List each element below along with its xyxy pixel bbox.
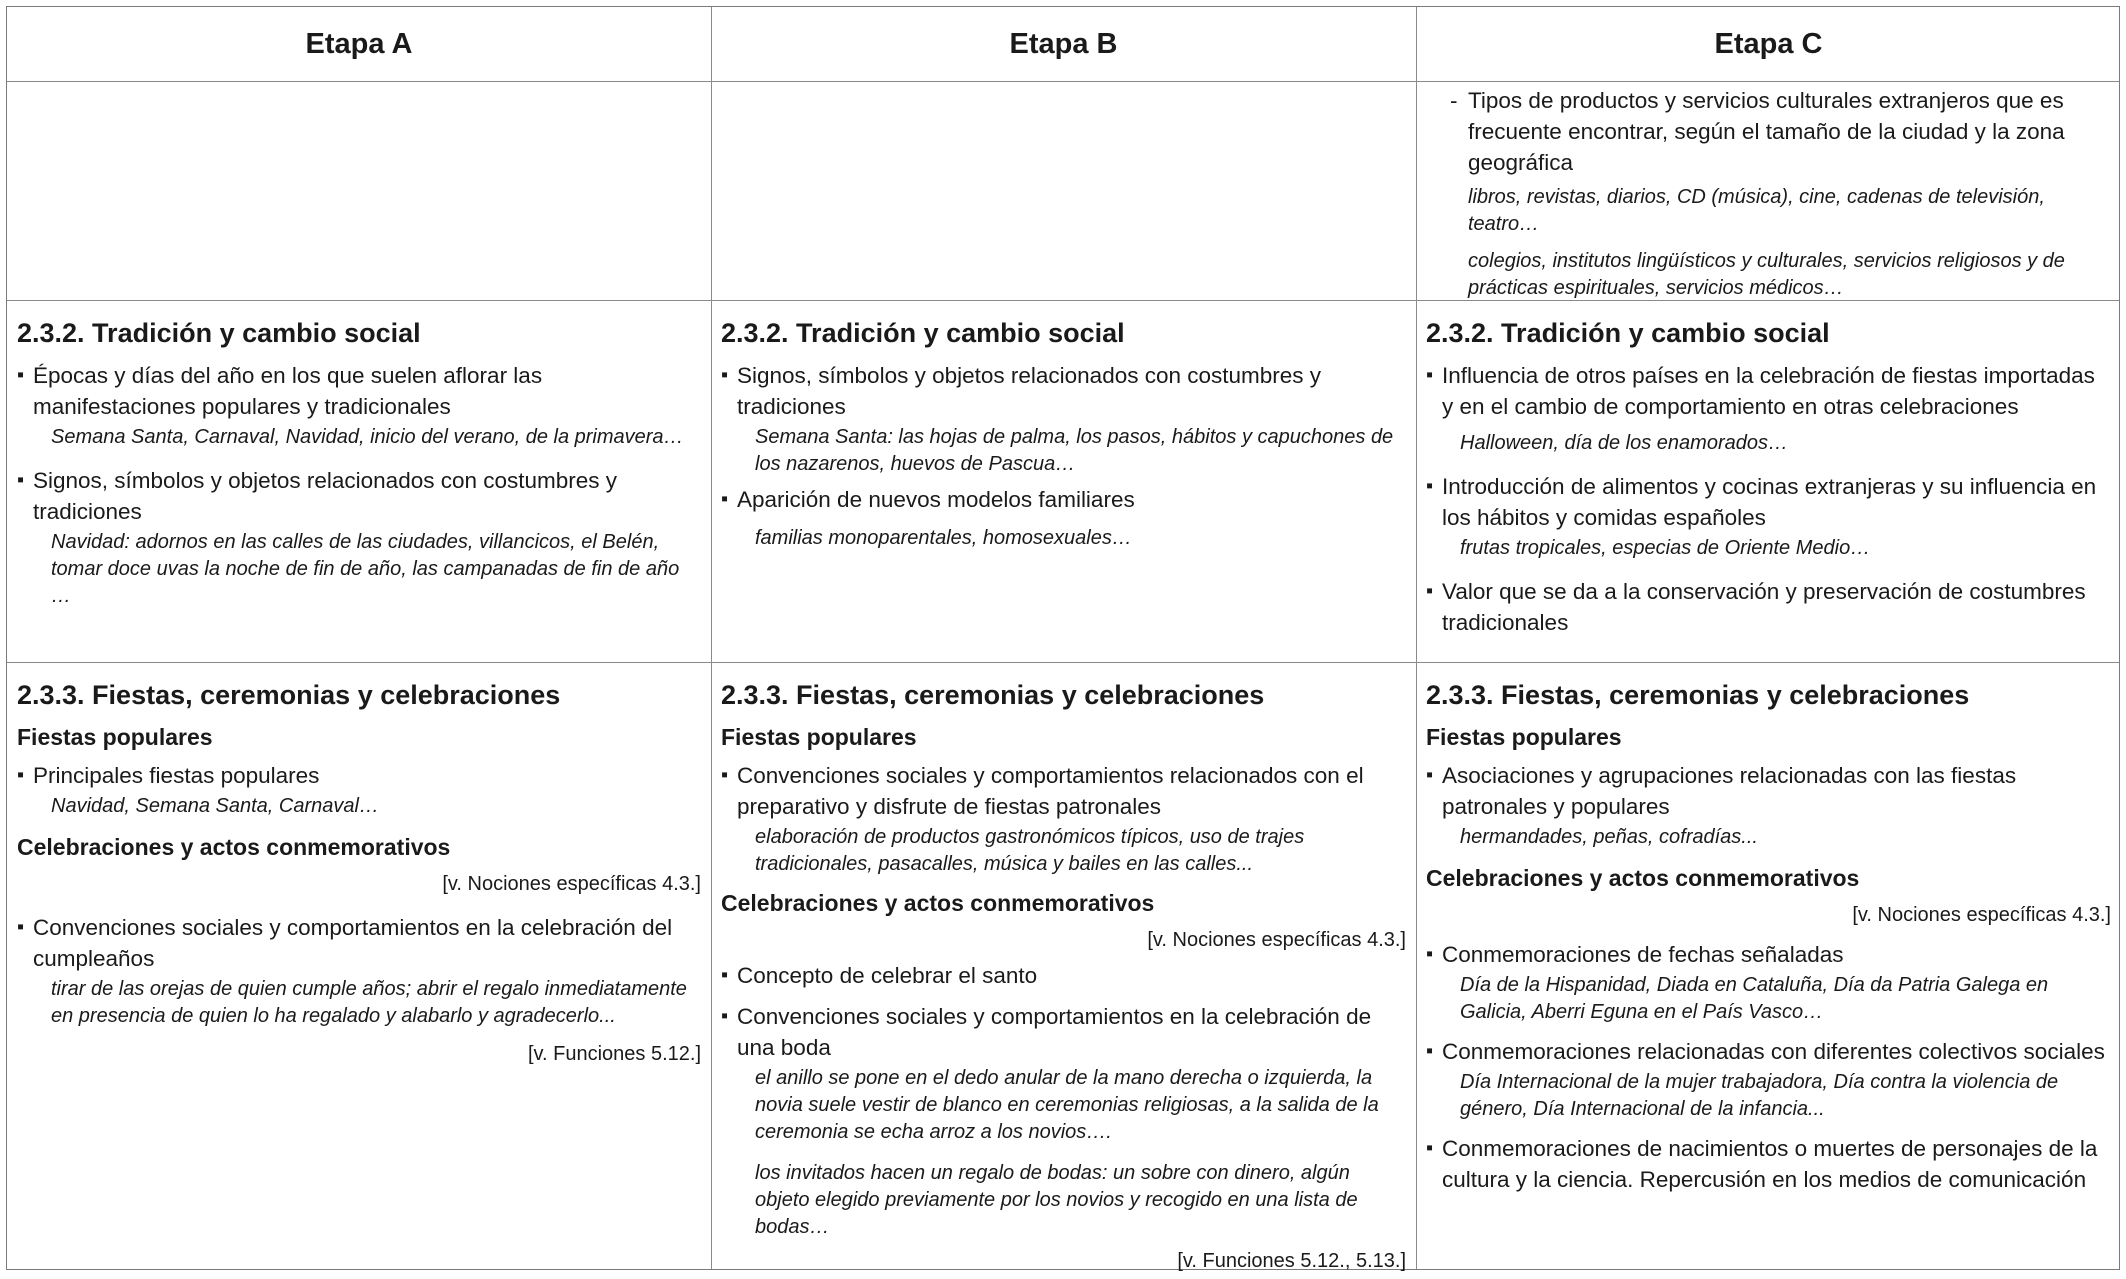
item-text: Conmemoraciones relacionadas con diferentes colectivos sociales [1442,1039,2105,1064]
bullet-marker: ▪ [1426,475,1434,497]
bullet-marker: ▪ [1426,1040,1434,1062]
cross-reference: [v. Funciones 5.12.] [527,1043,701,1065]
item-text: Valor que se da a la conservación y preservación de costumbres tradicionales [1442,579,2086,635]
item-text: Convenciones sociales y comportamientos en la celebración del cumpleaños [33,915,673,971]
example-text: el anillo se pone en el dedo anular de la mano derecha o izquierda, la novia suele vestir de blanco en ceremonias religiosas, a la salida de la ceremonia se echa arroz a los novios…. [755,1067,1379,1143]
item-text: Signos, símbolos y objetos relacionados con costumbres y tradiciones [33,468,618,524]
content-table [6,6,2120,1270]
item-text: Aparición de nuevos modelos familiares [737,487,1135,512]
list-item [17,760,701,791]
bullet-marker: ▪ [1426,580,1434,602]
example-text: Día Internacional de la mujer trabajadora, Día contra la violencia de género, Día Internacional de la infancia... [1460,1071,2059,1120]
subsection-title: Fiestas populares [1426,724,1622,750]
cell-c-fiestas [1416,678,2121,1195]
subsection-title: Celebraciones y actos conmemorativos [721,890,1155,916]
example-text: familias monoparentales, homosexuales… [755,527,1132,549]
section-title: 2.3.2. Tradición y cambio social [721,318,1125,348]
example-text: elaboración de productos gastronómicos típicos, uso de trajes tradicionales, pasacalles, música y bailes en las calles... [755,826,1305,875]
bullet-marker: ▪ [17,469,25,491]
section-title: 2.3.3. Fiestas, ceremonias y celebraciones [17,680,561,710]
item-text: Principales fiestas populares [33,763,320,788]
item-text: Conmemoraciones de nacimientos o muertes de personajes de la cultura y la ciencia. Repercusión en los medios de comunicación [1442,1136,2098,1192]
list-item [721,960,1406,991]
bullet-marker: ▪ [1426,764,1434,786]
bullet-marker: ▪ [721,964,729,986]
bullet-marker: ▪ [1426,943,1434,965]
list-item [721,360,1406,422]
item-text: Introducción de alimentos y cocinas extranjeras y su influencia en los hábitos y comidas españoles [1442,474,2097,530]
cross-reference: [v. Nociones específicas 4.3.] [442,873,701,895]
bullet-marker: ▪ [721,764,729,786]
header-etapa-c: Etapa C [1714,27,1823,60]
cross-reference: [v. Nociones específicas 4.3.] [1147,929,1406,951]
example-text: Semana Santa: las hojas de palma, los pasos, hábitos y capuchones de los nazarenos, huevos de Pascua… [755,426,1394,475]
item-text: Influencia de otros países en la celebración de fiestas importadas y en el cambio de comportamiento en otras celebraciones [1442,363,2095,419]
example-text: Halloween, día de los enamorados… [1460,432,1788,454]
example-text: Navidad, Semana Santa, Carnaval… [51,795,379,817]
cross-reference: [v. Funciones 5.12., 5.13.] [1177,1250,1406,1272]
list-item [721,1001,1406,1063]
section-title: 2.3.3. Fiestas, ceremonias y celebraciones [1426,680,1970,710]
list-item [17,360,701,422]
list-item [17,465,701,527]
bullet-marker: ▪ [1426,1137,1434,1159]
bullet-marker: ▪ [721,364,729,386]
bullet-marker: ▪ [721,1005,729,1027]
item-text: Tipos de productos y servicios culturales extranjeros que es frecuente encontrar, según el tamaño de la ciudad y la zona geográfica [1468,88,2065,175]
item-text: Épocas y días del año en los que suelen aflorar las manifestaciones populares y tradicionales [33,363,543,419]
header-etapa-a: Etapa A [305,27,413,60]
bullet-marker: ▪ [17,764,25,786]
list-item [1426,85,2111,178]
example-text: los invitados hacen un regalo de bodas: un sobre con dinero, algún objeto elegido previamente por los novios y recogido en una lista de bodas… [755,1162,1358,1238]
item-text: Convenciones sociales y comportamientos en la celebración de una boda [737,1004,1372,1060]
example-text: libros, revistas, diarios, CD (música), cine, cadenas de televisión, teatro… [1468,186,2045,235]
item-text: Conmemoraciones de fechas señaladas [1442,942,1844,967]
bullet-marker: ▪ [17,364,25,386]
cell-b-tradicion [711,316,1416,558]
example-text: hermandades, peñas, cofradías... [1460,826,1758,848]
list-item [721,484,1406,515]
section-title: 2.3.3. Fiestas, ceremonias y celebraciones [721,680,1265,710]
bullet-marker: ▪ [17,916,25,938]
example-text: frutas tropicales, especias de Oriente Medio… [1460,537,1871,559]
bullet-marker: ▪ [1426,364,1434,386]
subsection-title: Fiestas populares [721,724,917,750]
subsection-title: Fiestas populares [17,724,213,750]
cell-a-tradicion [7,316,711,616]
example-text: Navidad: adornos en las calles de las ciudades, villancicos, el Belén, tomar doce uvas la noche de fin de año, las campanadas de fin de año … [51,531,680,607]
subsection-title: Celebraciones y actos conmemorativos [17,834,451,860]
cell-c-tradicion [1416,316,2121,638]
item-text: Convenciones sociales y comportamientos relacionados con el preparativo y disfrute de fiestas patronales [737,763,1364,819]
row-divider [7,81,2119,82]
example-text: Día de la Hispanidad, Diada en Cataluña, Día da Patria Galega en Galicia, Aberri Eguna en el País Vasco… [1460,974,2049,1023]
list-item [1426,1133,2111,1195]
list-item [1426,576,2111,638]
example-text: tirar de las orejas de quien cumple años; abrir el regalo inmediatamente en presencia de quien lo ha regalado y alabarlo y agradecerlo... [51,978,687,1027]
cell-c-cultural-products [1416,85,2121,312]
section-title: 2.3.2. Tradición y cambio social [17,318,421,348]
section-title: 2.3.2. Tradición y cambio social [1426,318,1830,348]
item-text: Signos, símbolos y objetos relacionados con costumbres y tradiciones [737,363,1322,419]
list-item [1426,1036,2111,1067]
list-item [1426,360,2111,422]
subsection-title: Celebraciones y actos conmemorativos [1426,865,1860,891]
list-item [1426,939,2111,970]
cross-reference: [v. Nociones específicas 4.3.] [1852,904,2111,926]
list-item [721,760,1406,822]
example-text: colegios, institutos lingüísticos y culturales, servicios religiosos y de prácticas espirituales, servicios médicos… [1468,250,2065,299]
list-item [1426,760,2111,822]
item-text: Asociaciones y agrupaciones relacionadas con las fiestas patronales y populares [1442,763,2017,819]
row-divider [7,662,2119,663]
header-etapa-b: Etapa B [1009,27,1118,60]
bullet-marker: ▪ [721,488,729,510]
cell-b-fiestas [711,678,1416,1279]
list-item [17,912,701,974]
list-item [1426,471,2111,533]
cell-a-fiestas [7,678,711,1072]
dash-marker: - [1450,88,1458,113]
example-text: Semana Santa, Carnaval, Navidad, inicio del verano, de la primavera… [51,426,684,448]
item-text: Concepto de celebrar el santo [737,963,1038,988]
